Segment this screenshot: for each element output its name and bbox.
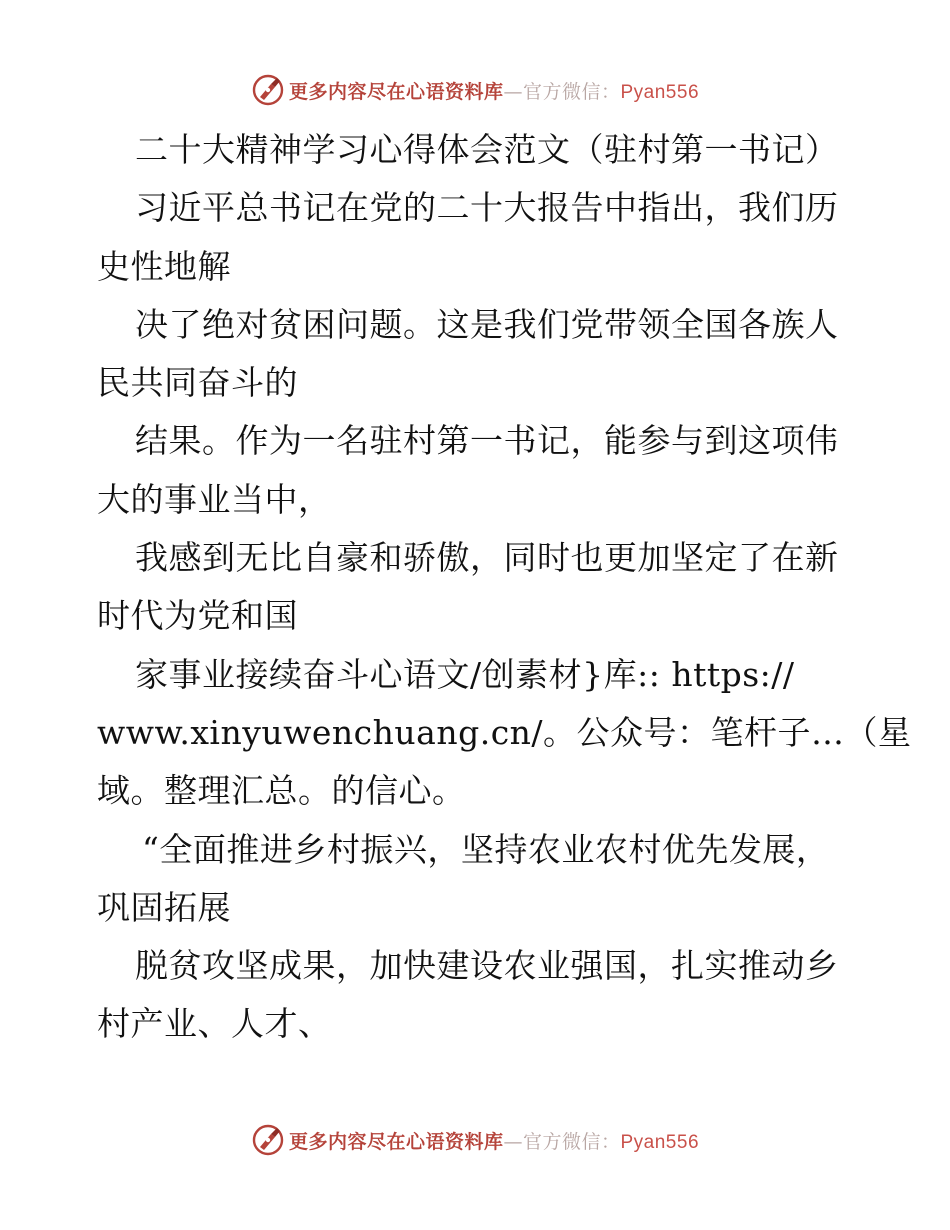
paragraph-line: 史性地解 <box>97 246 231 286</box>
pen-logo-icon <box>251 73 285 107</box>
paragraph-line: 家事业接续奋斗心语文/创素材}库:: https:// <box>135 654 795 694</box>
footer-banner <box>0 1120 950 1160</box>
paragraph-line: 我感到无比自豪和骄傲，同时也更加坚定了在新 <box>135 538 839 578</box>
banner-wechat-id: Pyan556 <box>620 1131 700 1153</box>
paragraph-line: 大的事业当中， <box>97 479 332 519</box>
banner-separator: — <box>503 80 523 103</box>
paragraph-line: “全面推进乡村振兴，坚持农业农村优先发展， <box>142 829 830 869</box>
banner-wechat-label: 官方微信： <box>522 80 621 103</box>
banner-text <box>289 77 699 104</box>
banner-wechat-label: 官方微信： <box>522 1130 621 1153</box>
banner-main-text: 更多内容尽在心语资料库 <box>288 80 504 103</box>
paragraph-line: 域。整理汇总。的信心。 <box>97 771 466 811</box>
paragraph-line: 时代为党和国 <box>97 596 298 636</box>
paragraph-line: 决了绝对贫困问题。这是我们党带领全国各族人 <box>135 304 839 344</box>
header-banner <box>0 70 950 110</box>
pen-logo-icon <box>251 1123 285 1157</box>
banner-wechat-id: Pyan556 <box>620 81 700 103</box>
paragraph-line: 结果。作为一名驻村第一书记，能参与到这项伟 <box>135 421 839 461</box>
paragraph-line: 村产业、人才、 <box>97 1004 332 1044</box>
banner-text <box>289 1127 699 1154</box>
paragraph-line: 巩固拓展 <box>97 887 231 927</box>
banner-separator: — <box>503 1130 523 1153</box>
paragraph-line: 民共同奋斗的 <box>97 363 298 403</box>
document-title: 二十大精神学习心得体会范文（驻村第一书记） <box>135 130 839 169</box>
paragraph-line: www.xinyuwenchuang.cn/。公众号：笔杆子…（星 <box>97 712 912 752</box>
paragraph-line: 习近平总书记在党的二十大报告中指出，我们历 <box>135 188 839 228</box>
paragraph-line: 脱贫攻坚成果，加快建设农业强国，扎实推动乡 <box>135 946 839 986</box>
banner-main-text: 更多内容尽在心语资料库 <box>288 1130 504 1153</box>
document-body <box>97 121 912 1054</box>
